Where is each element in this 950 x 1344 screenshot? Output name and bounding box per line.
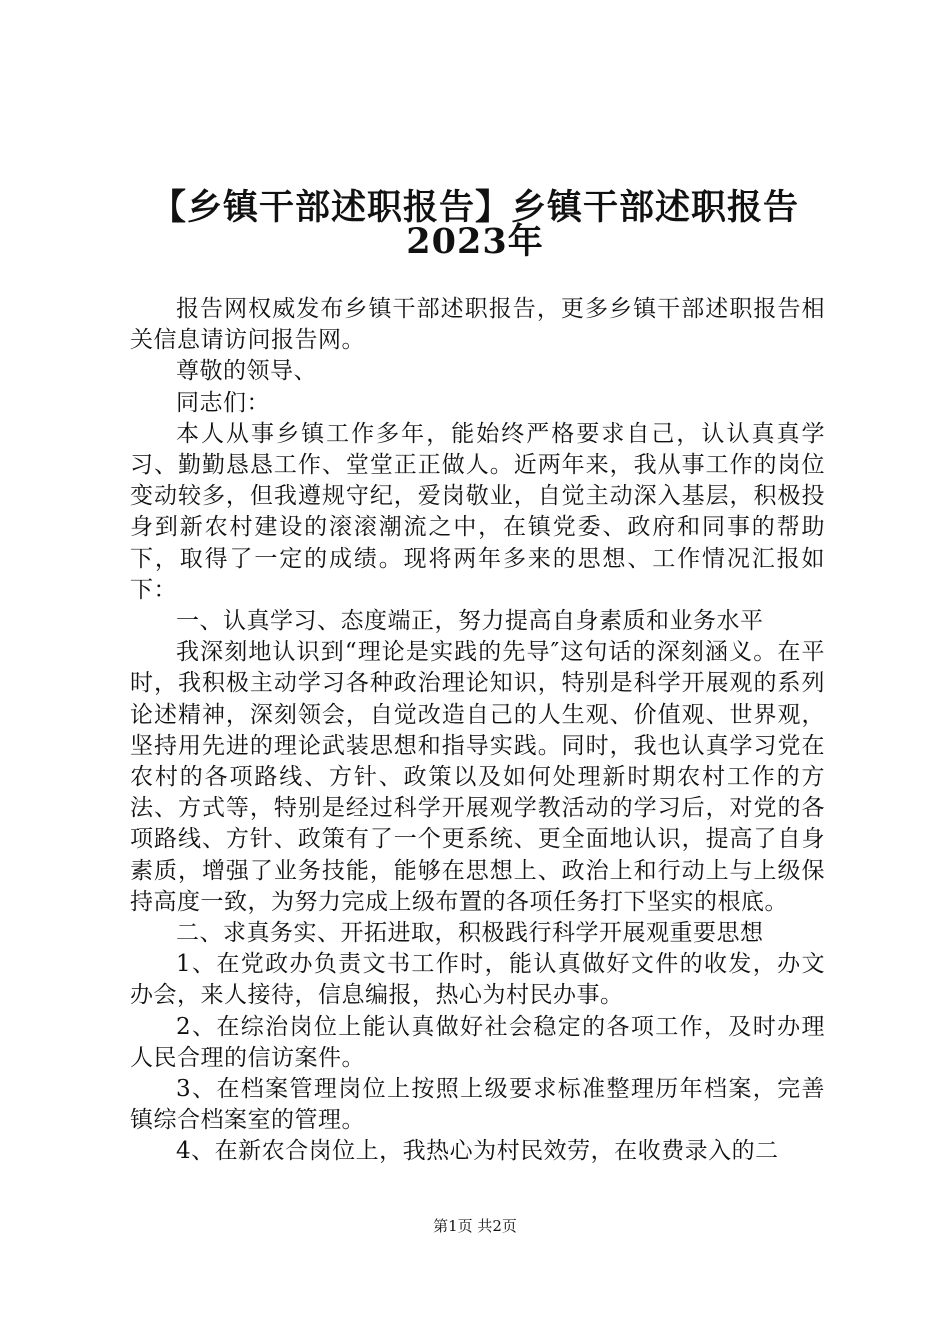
list-item-1: 1、在党政办负责文书工作时，能认真做好文件的收发，办文办会，来人接待，信息编报，热心为村民办事。 [130, 951, 825, 1009]
list-item-4: 4、在新农合岗位上，我热心为村民效劳，在收费录入的二 [176, 1138, 779, 1165]
section-heading-2: 二、求真务实、开拓进取，积极践行科学开展观重要思想 [176, 920, 764, 947]
section-heading-1: 一、认真学习、态度端正，努力提高自身素质和业务水平 [176, 608, 764, 635]
paragraph-salutation: 尊敬的领导、 [176, 358, 317, 385]
paragraph-overview: 本人从事乡镇工作多年，能始终严格要求自己，认认真真学习、勤勤恳恳工作、堂堂正正做人。近两年来，我从事工作的岗位变动较多，但我遵规守纪，爱岗敬业，自觉主动深入基层，积极投身到新农村建设的滚滚潮流之中，在镇党委、政府和同事的帮助下，取得了一定的成绩。现将两年多来的思想、工作情况汇报如下： [130, 420, 825, 603]
list-item-2: 2、在综治岗位上能认真做好社会稳定的各项工作，及时办理人民合理的信访案件。 [130, 1013, 825, 1071]
document-title-line1: 【乡镇干部述职报告】乡镇干部述职报告 [150, 187, 799, 228]
paragraph-salutation-2: 同志们： [176, 389, 270, 416]
list-item-3: 3、在档案管理岗位上按照上级要求标准整理历年档案，完善镇综合档案室的管理。 [130, 1076, 825, 1134]
document-title-line2: 2023年 [406, 221, 544, 262]
page-footer: 第1页 共2页 [433, 1217, 517, 1235]
document-body [130, 294, 825, 1168]
paragraph-study: 我深刻地认识到“理论是实践的先导″这句话的深刻涵义。在平时，我积极主动学习各种政治理论知识，特别是科学开展观的系列论述精神，深刻领会，自觉改造自己的人生观、价值观、世界观，坚持用先进的理论武装思想和指导实践。同时，我也认真学习党在农村的各项路线、方针、政策以及如何处理新时期农村工作的方法、方式等，特别是经过科学开展观学教活动的学习后，对党的各项路线、方针、政策有了一个更系统、更全面地认识，提高了自身素质，增强了业务技能，能够在思想上、政治上和行动上与上级保持高度一致，为努力完成上级布置的各项任务打下坚实的根底。 [130, 639, 825, 915]
paragraph-intro: 报告网权威发布乡镇干部述职报告，更多乡镇干部述职报告相关信息请访问报告网。 [130, 296, 825, 354]
